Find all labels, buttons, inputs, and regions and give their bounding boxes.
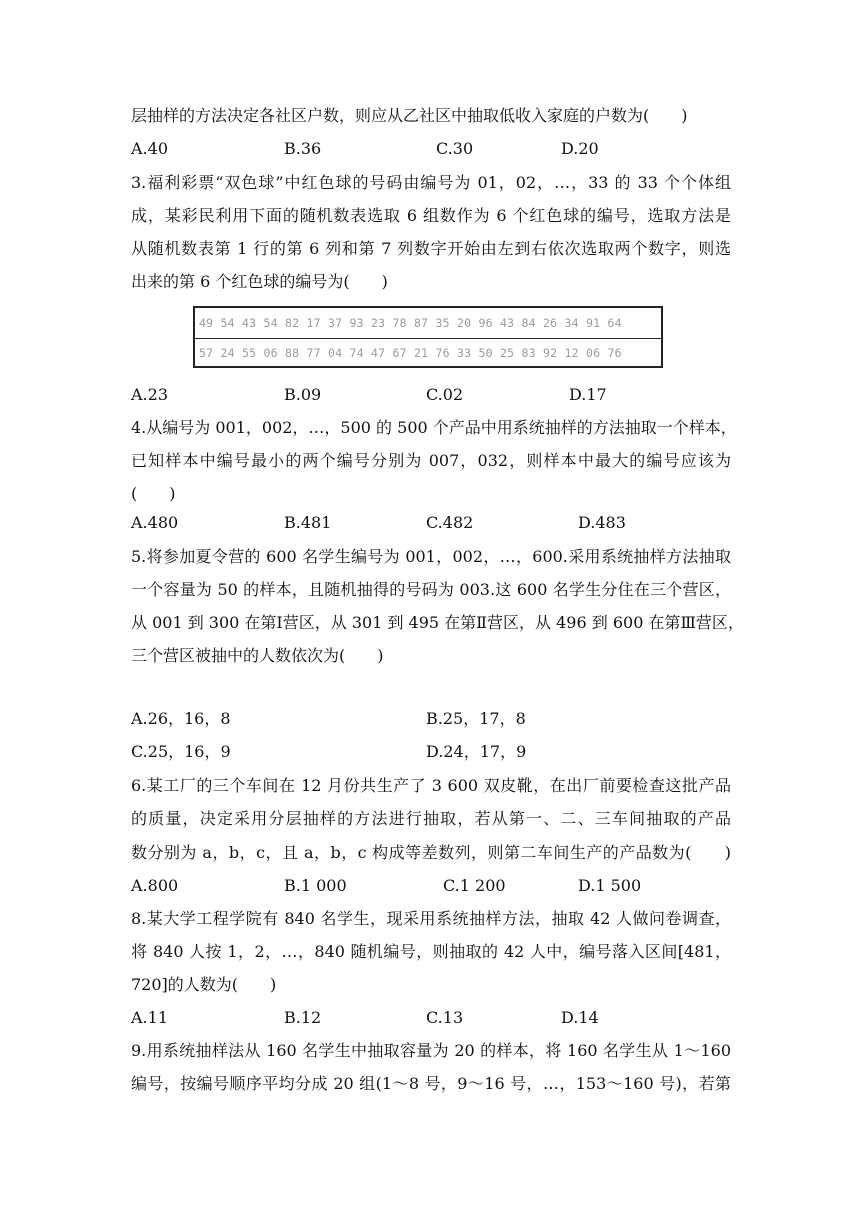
q8-text-line: 720]的人数为( )	[131, 975, 277, 994]
random-number-cell: 49	[199, 315, 214, 330]
q4-option-c: C.482	[426, 513, 474, 532]
random-number-cell: 88	[285, 346, 300, 360]
q3-option-a: A.23	[131, 385, 168, 404]
random-number-cell: 84	[521, 315, 536, 330]
random-number-cell: 47	[371, 346, 386, 360]
random-number-cell: 24	[220, 346, 235, 360]
random-number-cell: 06	[263, 346, 278, 360]
q3-option-d: D.17	[569, 385, 607, 404]
random-number-cell: 93	[349, 315, 364, 330]
random-number-cell: 96	[478, 315, 493, 330]
random-number-cell: 57	[199, 346, 214, 360]
q6-option-d: D.1 500	[578, 876, 642, 895]
q5-option-d: D.24，17，9	[426, 742, 527, 761]
q9-text-line: 编号，按编号顺序平均分成 20 组(1～8 号，9～16 号，…，153～160 号)，若第	[131, 1074, 731, 1093]
q5-option-b: B.25，17，8	[426, 709, 526, 728]
random-number-cell: 04	[328, 346, 343, 360]
q3-option-b: B.09	[284, 385, 322, 404]
q8-option-b: B.12	[284, 1008, 322, 1027]
q6-option-b: B.1 000	[284, 876, 347, 895]
q6-text-line: 的质量，决定采用分层抽样的方法进行抽取，若从第一、二、三车间抽取的产品	[131, 809, 731, 828]
q8-option-a: A.11	[131, 1008, 168, 1027]
q4-option-a: A.480	[131, 513, 179, 532]
random-number-cell: 23	[371, 315, 386, 330]
random-number-cell: 35	[435, 315, 450, 330]
q8-option-c: C.13	[426, 1008, 464, 1027]
q2-option-d: D.20	[561, 139, 599, 158]
random-number-cell: 67	[392, 346, 407, 360]
q4-text-line: 已知样本中编号最小的两个编号分别为 007，032，则样本中最大的编号应该为	[131, 451, 731, 470]
q4-option-d: D.483	[578, 513, 626, 532]
q6-option-a: A.800	[131, 876, 179, 895]
random-number-cell: 76	[435, 346, 450, 360]
random-number-cell: 20	[457, 315, 472, 330]
q2-option-b: B.36	[284, 139, 322, 158]
q4-text-line: ( )	[131, 484, 176, 503]
random-number-cell: 06	[586, 346, 601, 360]
q5-text-line: 一个容量为 50 的样本，且随机抽得的号码为 003.这 600 名学生分住在三个营区，	[131, 580, 731, 599]
q6-text-line: 6.某工厂的三个车间在 12 月份共生产了 3 600 双皮靴，在出厂前要检查这批产品	[131, 776, 731, 795]
q3-text-line: 成，某彩民利用下面的随机数表选取 6 组数作为 6 个红色球的编号，选取方法是	[131, 206, 731, 225]
q4-text-line: 4.从编号为 001，002，…，500 的 500 个产品中用系统抽样的方法抽取一个样本，	[131, 418, 737, 437]
q3-text-line: 3.福利彩票“双色球”中红色球的号码由编号为 01，02，…，33 的 33 个个体组	[131, 173, 731, 192]
random-number-cell: 25	[500, 346, 515, 360]
q5-text-line: 从 001 到 300 在第Ⅰ营区，从 301 到 495 在第Ⅱ营区，从 496 到 600 在第Ⅲ营区，	[131, 613, 744, 632]
random-number-cell: 83	[521, 346, 536, 360]
q5-text-line: 三个营区被抽中的人数依次为( )	[131, 646, 384, 665]
random-number-cell: 92	[543, 346, 558, 360]
random-number-cell: 33	[457, 346, 472, 360]
q5-text-line: 5.将参加夏令营的 600 名学生编号为 001，002，…，600.采用系统抽样方法抽取	[131, 547, 731, 566]
q3-text-line: 出来的第 6 个红色球的编号为( )	[131, 272, 388, 291]
random-number-cell: 43	[242, 315, 257, 330]
random-number-cell: 87	[414, 315, 429, 330]
random-table-row-2	[195, 338, 661, 367]
q2-text-line: 层抽样的方法决定各社区户数，则应从乙社区中抽取低收入家庭的户数为( )	[131, 106, 688, 125]
random-number-cell: 91	[586, 315, 601, 330]
q5-option-c: C.25，16，9	[131, 742, 231, 761]
random-number-cell: 21	[414, 346, 429, 360]
q9-text-line: 9.用系统抽样法从 160 名学生中抽取容量为 20 的样本，将 160 名学生从 1～160	[131, 1041, 731, 1060]
random-number-cell: 77	[306, 346, 321, 360]
q8-option-d: D.14	[561, 1008, 599, 1027]
q6-text-line: 数分别为 a，b，c，且 a，b，c 构成等差数列，则第二车间生产的产品数为( )	[131, 843, 731, 862]
random-number-cell: 34	[564, 315, 579, 330]
random-number-cell: 64	[607, 315, 622, 330]
random-number-cell: 12	[564, 346, 579, 360]
random-number-cell: 50	[478, 346, 493, 360]
random-number-cell: 54	[263, 315, 278, 330]
random-number-cell: 55	[242, 346, 257, 360]
q2-option-c: C.30	[436, 139, 474, 158]
random-number-cell: 78	[392, 315, 407, 330]
random-table-row-1	[195, 308, 661, 337]
q4-option-b: B.481	[284, 513, 332, 532]
q6-option-c: C.1 200	[443, 876, 506, 895]
q8-text-line: 将 840 人按 1，2，…，840 随机编号，则抽取的 42 人中，编号落入区间[481，	[131, 942, 731, 961]
random-number-cell: 82	[285, 315, 300, 330]
random-number-cell: 37	[328, 315, 343, 330]
q3-text-line: 从随机数表第 1 行的第 6 列和第 7 列数字开始由左到右依次选取两个数字，则选	[131, 239, 731, 258]
q3-option-c: C.02	[426, 385, 464, 404]
q5-option-a: A.26，16，8	[131, 709, 231, 728]
random-number-cell: 54	[220, 315, 235, 330]
random-number-cell: 43	[500, 315, 515, 330]
q8-text-line: 8.某大学工程学院有 840 名学生，现采用系统抽样方法，抽取 42 人做问卷调查，	[131, 909, 731, 928]
q2-option-a: A.40	[131, 139, 168, 158]
random-number-table	[193, 306, 663, 368]
random-number-cell: 26	[543, 315, 558, 330]
random-number-cell: 76	[607, 346, 622, 360]
random-number-cell: 17	[306, 315, 321, 330]
random-number-cell: 74	[349, 346, 364, 360]
